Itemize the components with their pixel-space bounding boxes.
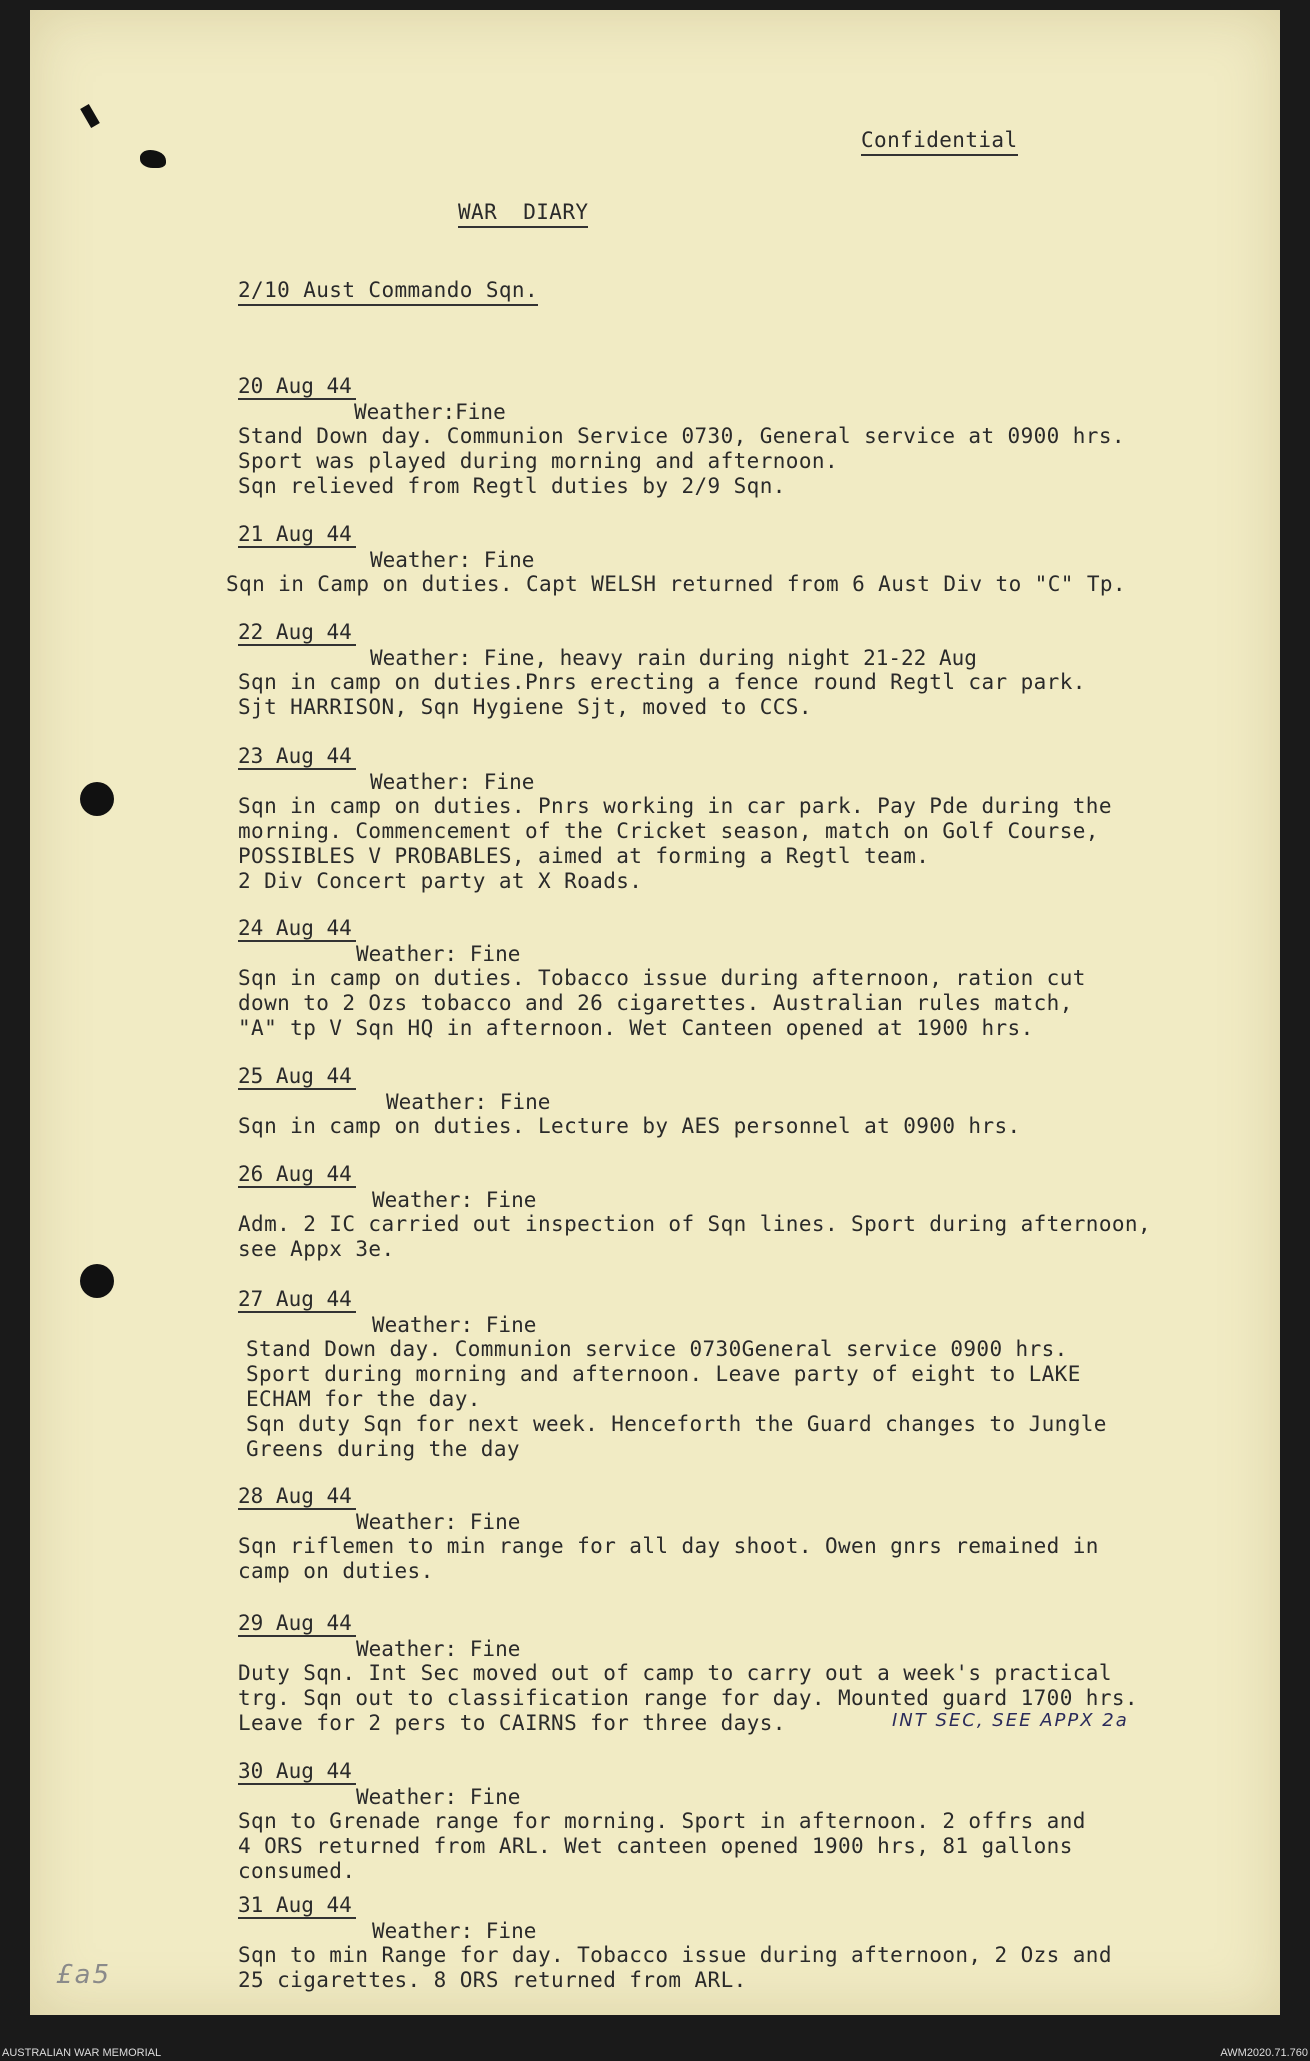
- entry-weather: Weather: Fine: [370, 770, 535, 794]
- entry-date: 28 Aug 44: [238, 1484, 356, 1510]
- entry-weather: Weather: Fine: [370, 548, 535, 572]
- torn-corner-mark: [140, 150, 166, 168]
- entry-body: Sqn in camp on duties. Tobacco issue during afternoon, ration cut down to 2 Ozs tobacco and 26 cigarettes. Australian rules match, "A" tp V Sqn HQ in afternoon. Wet Canteen opened at 1900 hrs.: [238, 966, 1086, 1040]
- torn-corner-mark: [80, 104, 100, 128]
- footer-reference: AWM2020.71.760: [1220, 2047, 1308, 2059]
- entry-body: Adm. 2 IC carried out inspection of Sqn lines. Sport during afternoon, see Appx 3e.: [238, 1212, 1152, 1261]
- entry-body: Sqn in camp on duties.Pnrs erecting a fence round Regtl car park. Sjt HARRISON, Sqn Hygiene Sjt, moved to CCS.: [238, 670, 1086, 719]
- entry-date: 22 Aug 44: [238, 620, 356, 646]
- entry-date: 21 Aug 44: [238, 522, 356, 548]
- entry-body: Sqn in camp on duties. Lecture by AES personnel at 0900 hrs.: [238, 1114, 1021, 1138]
- entry-body: Sqn to Grenade range for morning. Sport in afternoon. 2 offrs and 4 ORS returned from ARL. Wet canteen opened 1900 hrs, 81 gallons consumed.: [238, 1809, 1086, 1883]
- entry-body: Sqn to min Range for day. Tobacco issue during afternoon, 2 Ozs and 25 cigarettes. 8 ORS returned from ARL.: [238, 1943, 1112, 1992]
- footer-archive-name: AUSTRALIAN WAR MEMORIAL: [2, 2047, 162, 2059]
- binder-hole: [80, 782, 114, 816]
- diary-entry: [238, 374, 1125, 499]
- entry-weather: Weather: Fine: [356, 1785, 521, 1809]
- entry-weather: Weather: Fine: [356, 1637, 521, 1661]
- entry-body: Stand Down day. Communion Service 0730, General service at 0900 hrs. Sport was played during morning and afternoon. Sqn relieved from Regtl duties by 2/9 Sqn.: [238, 424, 1125, 498]
- entry-date: 26 Aug 44: [238, 1162, 356, 1188]
- diary-entry: [238, 744, 1112, 894]
- diary-entry: [238, 1162, 1151, 1262]
- binder-hole: [80, 1264, 114, 1298]
- entry-weather: Weather: Fine: [356, 1510, 521, 1534]
- classification-label: Confidential: [861, 128, 1018, 156]
- entry-date: 23 Aug 44: [238, 744, 356, 770]
- entry-body: Sqn in Camp on duties. Capt WELSH returned from 6 Aust Div to "C" Tp.: [226, 572, 1126, 596]
- document-title: WAR DIARY: [458, 200, 588, 228]
- entry-date: 31 Aug 44: [238, 1893, 356, 1919]
- diary-entry: [238, 1893, 1112, 1993]
- diary-entry: [238, 916, 1086, 1041]
- diary-entry: [238, 1759, 1086, 1884]
- diary-entry: [226, 522, 1126, 597]
- entry-date: 24 Aug 44: [238, 916, 356, 942]
- entry-date: 20 Aug 44: [238, 374, 356, 400]
- entry-weather: Weather: Fine: [356, 942, 521, 966]
- entry-body: Stand Down day. Communion service 0730General service 0900 hrs. Sport during morning and afternoon. Leave party of eight to LAKE ECHAM for the day. Sqn duty Sqn for next week. Henceforth the Guard changes to Jungle Greens during the day: [246, 1337, 1107, 1461]
- entry-weather: Weather: Fine: [386, 1090, 551, 1114]
- entry-body: Sqn in camp on duties. Pnrs working in car park. Pay Pde during the morning. Commencement of the Cricket season, match on Golf Course, POSSIBLES V PROBABLES, aimed at forming a Regtl team. 2 Div Concert party at X Roads.: [238, 794, 1112, 893]
- handwritten-initials: £a5: [56, 1960, 112, 1990]
- entry-body: Duty Sqn. Int Sec moved out of camp to carry out a week's practical trg. Sqn out to classification range for day. Mounted guard 1700 hrs. Leave for 2 pers to CAIRNS for three days.: [238, 1661, 1138, 1735]
- diary-entry: [238, 620, 1086, 720]
- entry-date: 25 Aug 44: [238, 1064, 356, 1090]
- entry-date: 27 Aug 44: [238, 1287, 356, 1313]
- entry-weather: Weather: Fine: [372, 1313, 537, 1337]
- diary-entry: [238, 1484, 1099, 1584]
- entry-body: Sqn riflemen to min range for all day shoot. Owen gnrs remained in camp on duties.: [238, 1534, 1099, 1583]
- entry-date: 30 Aug 44: [238, 1759, 356, 1785]
- entry-weather: Weather: Fine: [372, 1919, 537, 1943]
- handwritten-note: INT SEC, SEE APPX 2a: [892, 1710, 1129, 1731]
- entry-weather: Weather: Fine: [372, 1188, 537, 1212]
- entry-date: 29 Aug 44: [238, 1611, 356, 1637]
- unit-name: 2/10 Aust Commando Sqn.: [238, 278, 538, 306]
- entry-weather: Weather: Fine, heavy rain during night 21-22 Aug: [370, 646, 977, 670]
- diary-entry: [238, 1064, 1021, 1139]
- diary-entry: [238, 1287, 1107, 1462]
- entry-weather: Weather:Fine: [354, 400, 506, 424]
